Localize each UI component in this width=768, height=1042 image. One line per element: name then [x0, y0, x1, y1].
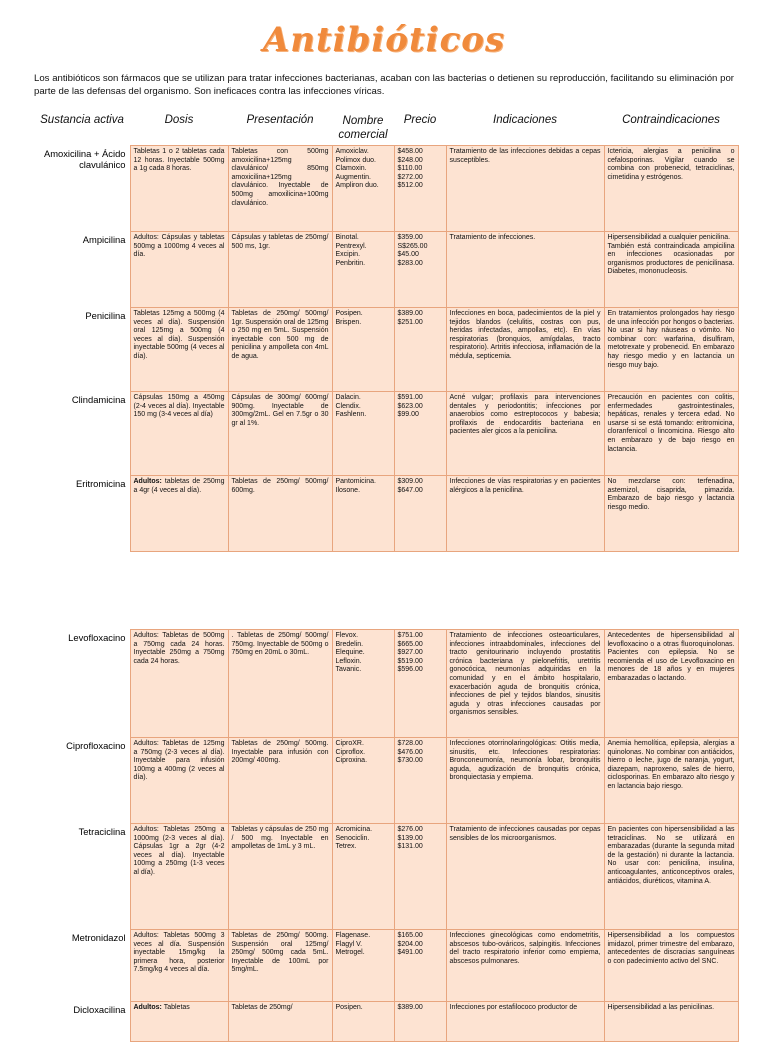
cell-presentacion: . Tabletas de 250mg/ 500mg/ 750mg. Inyectable de 500mg o 750mg en 20mL o 30mL. — [228, 630, 332, 738]
cell-precio: $165.00 $204.00 $491.00 — [394, 930, 446, 1002]
table-row — [34, 232, 738, 308]
cell-contraindicaciones: Anemia hemolítica, epilepsia, alergias a quinolonas. No combinar con antiácidos, hierro o leche, jugo de naranja, yogurt, diazepam, naproxeno, sales de hierro, ciclosporinas. En embarazo alto riesgo y en lactancia bajo riesgo. — [604, 738, 738, 824]
cell-indicaciones: Tratamiento de las infecciones debidas a cepas susceptibles. — [446, 146, 604, 232]
cell-dosis: Adultos: Tabletas 500mg 3 veces al día. Suspensión inyectable 15mg/kg la primera hora, posterior 7.5mg/kg 4 veces al día. — [130, 930, 228, 1002]
drug-table-top — [34, 145, 739, 552]
cell-indicaciones: Acné vulgar; profilaxis para intervenciones dentales y periodontitis; infecciones por anaerobios como estreptococos y babesia; profilaxis de endocarditis bacteriana en pacientes aler gicos a la penicilina. — [446, 392, 604, 476]
cell-indicaciones: Infecciones ginecológicas como endometritis, abscesos tubo-ováricos, salpingitis. Infecciones del tracto respiratorio inferior como empiema, abscesos pulmonares. — [446, 930, 604, 1002]
cell-sustancia: Dicloxacilina — [73, 1003, 126, 1015]
cell-sustancia: Eritromicina — [76, 477, 126, 489]
cell-indicaciones: Tratamiento de infecciones causadas por cepas sensibles de los microorganismos. — [446, 824, 604, 930]
header-dosis: Dosis — [164, 114, 194, 126]
cell-contraindicaciones: Hipersensibilidad a cualquier penicilina. También está contraindicada ampicilina en infecciones ocasionadas por organismos productores de penicilinasa. Diabetes, mononucleosis. — [604, 232, 738, 308]
table-row — [34, 476, 738, 552]
cell-sustancia: Metronidazol — [71, 931, 126, 943]
cell-sustancia: Clindamicina — [71, 393, 126, 405]
cell-dosis: Tabletas 1 o 2 tabletas cada 12 horas. Inyectable 500mg a 1g cada 8 horas. — [130, 146, 228, 232]
cell-contraindicaciones: Hipersensibilidad a los compuestos imidazol, primer trimestre del embarazo, antecedentes de discracias sanguíneas o con padecimiento activo del SNC. — [604, 930, 738, 1002]
cell-precio: $728.00 $476.00 $730.00 — [394, 738, 446, 824]
dosis-text: tabletas de 250mg a 4gr (4 veces al día). — [133, 478, 225, 494]
intro-paragraph: Los antibióticos son fármacos que se utilizan para tratar infecciones bacterianas, acaban con las bacterias o detienen su reproducción, facilitando su eliminación por parte de las defensas del organismo. Son ineficaces contra las infecciones víricas. — [34, 73, 734, 97]
cell-indicaciones: Infecciones otorrinolaringológicas: Otitis media, sinusitis, etc. Infecciones respiratorias: Bronconeumonía, neumonía lobar, bronquitis aguda, agudización de bronquitis crónica, bronquiectasia y empiema. — [446, 738, 604, 824]
cell-nombre: Flagenase. Flagyl V. Metrogel. — [332, 930, 394, 1002]
cell-nombre: Flevox. Bredelin. Elequine. Lefloxin. Tavanic. — [332, 630, 394, 738]
cell-indicaciones: Infecciones de vías respiratorias y en pacientes alérgicos a la penicilina. — [446, 476, 604, 552]
cell-dosis: Tabletas 125mg a 500mg (4 veces al día). Suspensión oral 125mg a 500mg (4 veces al día). Suspensión inyectable 500mg (4 veces al día). — [130, 308, 228, 392]
table-row — [34, 824, 738, 930]
cell-presentacion: Tabletas de 250mg/ 500mg/ 600mg. — [228, 476, 332, 552]
cell-contraindicaciones: Ictericia, alergias a penicilina o cefalosporinas. Vigilar cuando se combina con probenecid, tetraciclinas, cimetidina y estrógenos. — [604, 146, 738, 232]
cell-contraindicaciones: No mezclarse con: terfenadina, astemizol, cisaprida, pimazida. Embarazo de bajo riesgo y lactancia riesgo medio. — [604, 476, 738, 552]
cell-presentacion: Tabletas de 250mg/ — [228, 1002, 332, 1042]
cell-precio: $751.00 $665.00 $927.00 $519.00 $596.00 — [394, 630, 446, 738]
cell-precio: $591.00 $623.00 $99.00 — [394, 392, 446, 476]
cell-sustancia: Amoxicilina + Ácido clavulánico — [43, 147, 126, 170]
cell-nombre: Posipen. Brispen. — [332, 308, 394, 392]
cell-nombre: Dalacin. Clendix. Fashlenn. — [332, 392, 394, 476]
cell-dosis — [130, 1002, 228, 1042]
cell-nombre: Pantomicina. Ilosone. — [332, 476, 394, 552]
cell-presentacion: Tabletas de 250mg/ 500mg/ 1gr. Suspensión oral de 125mg o 250 mg en 5mL. Suspensión inyectable con 500 mg de penicilina y ampolleta con 4mL de agua. — [228, 308, 332, 392]
header-contraindicaciones: Contraindicaciones — [622, 114, 720, 126]
cell-nombre: Binotal. Pentrexyl. Excipin. Penbritin. — [332, 232, 394, 308]
cell-precio: $276.00 $139.00 $131.00 — [394, 824, 446, 930]
cell-precio: $359.00 S$265.00 $45.00 $283.00 — [394, 232, 446, 308]
cell-indicaciones: Tratamiento de infecciones osteoarticulares, infecciones intraabdominales, infecciones del tracto genitourinario incluyendo prostatitis crónica bacteriana y pielonefritis, uretritis gonocócica, neumonías adquiridas en la comunidad y en el ámbito hospitalario, exacerbación aguda de bronquitis crónica, infecciones de piel y tejidos blandos, sinusitis aguda y otras infecciones causadas por organismos sensibles. — [446, 630, 604, 738]
cell-nombre: CiproXR. Ciproflox. Ciproxina. — [332, 738, 394, 824]
table-row — [34, 392, 738, 476]
table-row — [34, 630, 738, 738]
cell-presentacion: Tabletas y cápsulas de 250 mg / 500 mg. Inyectable en ampolletas de 1mL y 3 mL. — [228, 824, 332, 930]
cell-nombre: Posipen. — [332, 1002, 394, 1042]
cell-presentacion: Cápsulas de 300mg/ 600mg/ 900mg. Inyectable de 300mg/2mL. Gel en 7.5gr o 30 gr al 1%. — [228, 392, 332, 476]
cell-precio: $309.00 $647.00 — [394, 476, 446, 552]
cell-presentacion: Tabletas de 250mg/ 500mg. Inyectable para infusión con 200mg/ 400mg. — [228, 738, 332, 824]
dosis-bold-label: Adultos: — [133, 1004, 162, 1011]
cell-sustancia: Levofloxacino — [68, 631, 126, 643]
cell-dosis: Cápsulas 150mg a 450mg (2-4 veces al día). Inyectable 150 mg (3-4 veces al día) — [130, 392, 228, 476]
page-title: Antibióticos — [262, 20, 506, 60]
cell-nombre: Acromicina. Senociclin. Tetrex. — [332, 824, 394, 930]
cell-contraindicaciones: Antecedentes de hipersensibilidad al levofloxacino o a otras fluoroquinolonas. Pacientes con epilepsia. No se recomienda el uso de Levofloxacino en menores de 18 años y en mujeres embarazadas o lactando. — [604, 630, 738, 738]
cell-precio: $458.00 $248.00 $110.00 $272.00 $512.00 — [394, 146, 446, 232]
cell-contraindicaciones: Hipersensibilidad a las penicilinas. — [604, 1002, 738, 1042]
cell-sustancia: Ampicilina — [82, 233, 126, 245]
cell-nombre: Amoxiclav. Polimox duo. Clamoxin. Augmentin. Ampliron duo. — [332, 146, 394, 232]
cell-dosis: Adultos: Tabletas 250mg a 1000mg (2-3 veces al día). Cápsulas 1gr a 2gr (4-2 veces al día). Inyectable 100mg a 250mg (1-3 veces al día). — [130, 824, 228, 930]
cell-indicaciones: Tratamiento de infecciones. — [446, 232, 604, 308]
cell-sustancia: Penicilina — [85, 309, 126, 321]
cell-contraindicaciones: En tratamientos prolongados hay riesgo de una infección por hongos o bacterias. No usar si hay náuseas o vómito. No combinar con: warfarina, disulfiram, metotrexate y probenecid. En embarazo hay riesgo medio y en lactancia un riesgo muy bajo. — [604, 308, 738, 392]
dosis-text: Tabletas — [161, 1004, 190, 1011]
cell-indicaciones: Infecciones en boca, padecimientos de la piel y tejidos blandos (celulitis, costras con pus, heridas infectadas, ampollas, etc). En vías respiratorias (bronquios, amígdalas, tracto respiratorio). Artritis infecciosa, inflamación de la médula, septicemia. — [446, 308, 604, 392]
table-row — [34, 930, 738, 1002]
cell-precio: $389.00 $251.00 — [394, 308, 446, 392]
table-row — [34, 308, 738, 392]
header-precio: Precio — [403, 114, 437, 126]
table-header — [34, 114, 738, 144]
drug-table-bottom — [34, 629, 739, 1042]
cell-dosis: Adultos: Tabletas de 125mg a 750mg (2-3 veces al día). Inyectable para infusión 100mg a 400mg (2 veces al día). — [130, 738, 228, 824]
table-row — [34, 738, 738, 824]
header-presentacion: Presentación — [246, 114, 314, 126]
cell-contraindicaciones: Precaución en pacientes con colitis, enfermedades gastrointestinales, hepáticas, renales y tercera edad. No usarse si se está tomando: eritromicina, cloranfenicol o lincomicina. Riesgo alto en embarazo y de bajo riesgo en lactancia. — [604, 392, 738, 476]
cell-sustancia: Tetraciclina — [78, 825, 126, 837]
cell-dosis: Adultos: Tabletas de 500mg a 750mg cada 24 horas. Inyectable 250mg a 750mg cada 24 horas. — [130, 630, 228, 738]
cell-indicaciones: Infecciones por estafilococo productor de — [446, 1002, 604, 1042]
cell-presentacion: Tabletas con 500mg amoxicilina+125mg clavulánico/ 850mg amoxicilina+125mg clavulánico. Inyectable de 500mg amoxilicina+100mg clavulánico. — [228, 146, 332, 232]
cell-presentacion: Cápsulas y tabletas de 250mg/ 500 ms, 1gr. — [228, 232, 332, 308]
table-row — [34, 1002, 738, 1042]
cell-sustancia: Ciprofloxacino — [66, 739, 126, 751]
header-sustancia: Sustancia activa — [40, 114, 124, 126]
cell-dosis: Adultos: Cápsulas y tabletas 500mg a 1000mg 4 veces al día. — [130, 232, 228, 308]
dosis-bold-label: Adultos: — [133, 478, 162, 485]
cell-dosis — [130, 476, 228, 552]
header-indicaciones: Indicaciones — [493, 114, 557, 126]
cell-precio: $389.00 — [394, 1002, 446, 1042]
cell-presentacion: Tabletas de 250mg/ 500mg. Suspensión oral 125mg/ 250mg/ 500mg cada 5mL. Inyectable de 100mL por 5mg/mL. — [228, 930, 332, 1002]
header-nombre: Nombre comercial — [338, 115, 388, 141]
cell-contraindicaciones: En pacientes con hipersensibilidad a las tetraciclinas. No se utilizará en embarazadas (durante la segunda mitad de la gestación) ni durante la lactancia. No usar con: penicilina, insulina, anticoagulantes, anticonceptivos orales, antiácidos, diuréticos, vitamina A. — [604, 824, 738, 930]
table-row — [34, 146, 738, 232]
